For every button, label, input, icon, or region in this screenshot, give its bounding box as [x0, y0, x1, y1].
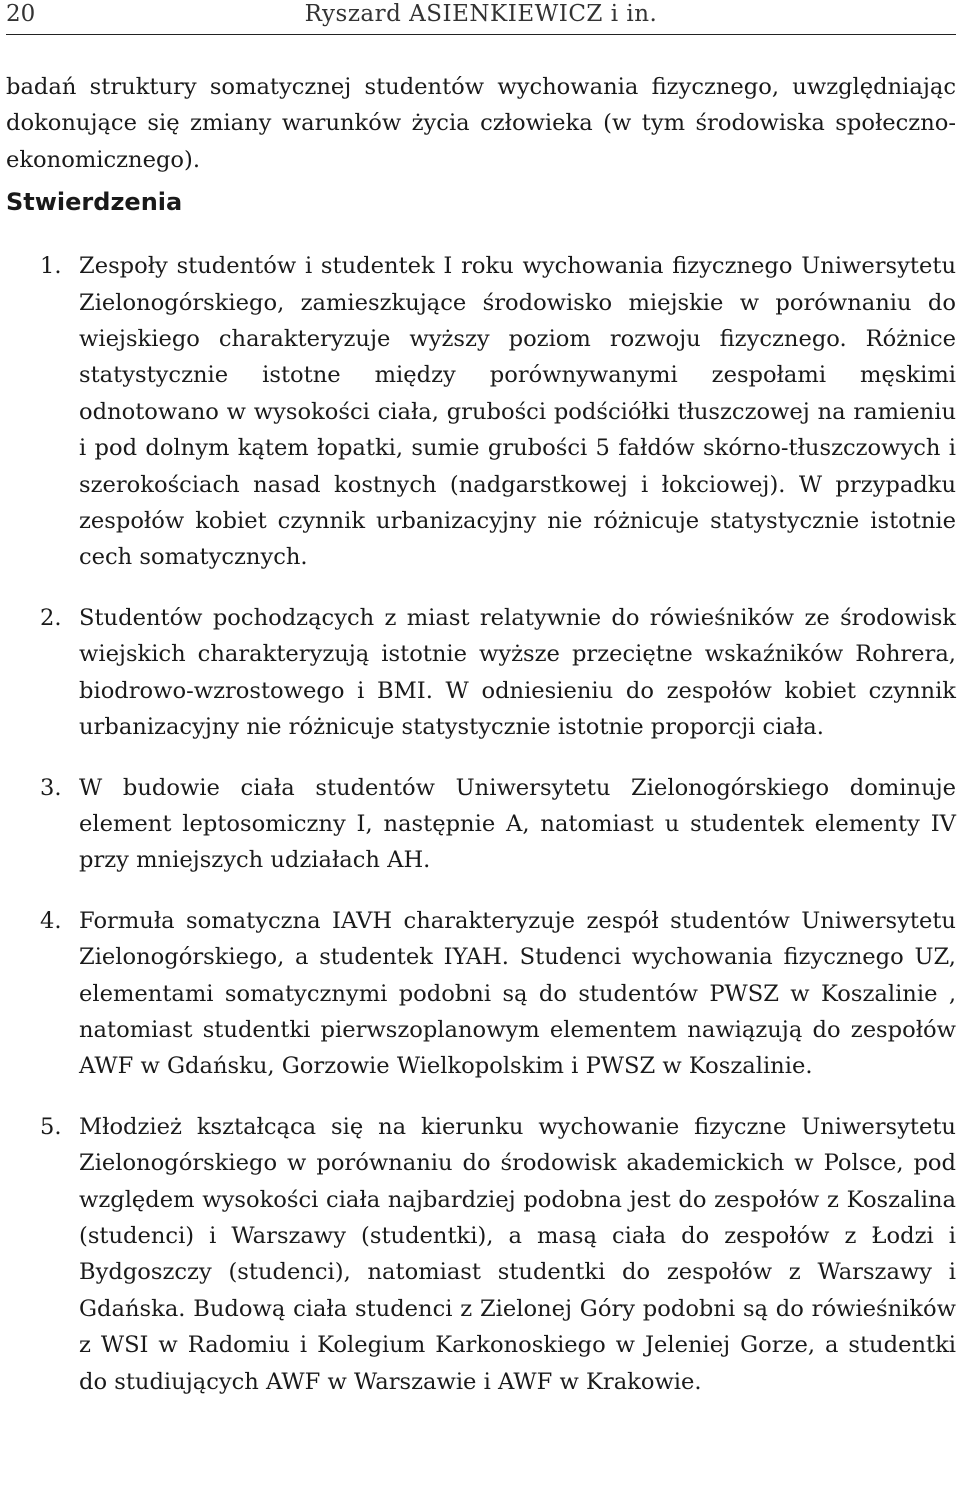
- item-text: Zespoły studentów i studentek I roku wychowania fizycznego Uniwersytetu Zielonogórskiego, zamieszkujące środowisko miejskie w porównaniu do wiejskiego charakteryzuje wyższy poziom rozwoju fizycznego. Różnice statystycznie istotne między porównywanymi zespołami męskimi odnotowano w wysokości ciała, grubości podściółki tłuszczowej na ramieniu i pod dolnym kątem łopatki, sumie grubości 5 fałdów skórno-tłuszczowych i szerokościach nasad kostnych (nadgarstkowej i łokciowej). W przypadku zespołów kobiet czynnik urbanizacyjny nie różnicuje statystycznie istotnie cech somatycznych.: [79, 253, 956, 571]
- section-heading: Stwierdzenia: [6, 188, 183, 217]
- running-title: Ryszard ASIENKIEWICZ i in.: [304, 1, 658, 27]
- list-item: [6, 1109, 956, 1400]
- item-number: 5.: [40, 1113, 62, 1140]
- item-number: 4.: [40, 907, 62, 934]
- list-item: [6, 248, 956, 576]
- document-page: [6, 0, 956, 1400]
- list-item: [6, 600, 956, 746]
- item-text: Studentów pochodzących z miast relatywnie do rówieśników ze środowisk wiejskich charakteryzują istotnie wyższe przeciętne wskaźników Rohrera, biodrowo-wzrostowego i BMI. W odniesieniu do zespołów kobiet czynnik urbanizacyjny nie różnicuje statystycznie istotnie proporcji ciała.: [79, 604, 956, 741]
- item-number: 1.: [40, 253, 62, 280]
- page-number: 20: [6, 1, 36, 27]
- document-body: [6, 69, 956, 1400]
- intro-paragraph: badań struktury somatycznej studentów wychowania fizycznego, uwzględniając dokonujące się zmiany warunków życia człowieka (w tym środowiska społeczno-ekonomicznego).: [6, 74, 956, 173]
- running-header: [6, 0, 956, 35]
- item-number: 3.: [40, 774, 62, 801]
- list-item: [6, 770, 956, 879]
- item-number: 2.: [40, 604, 62, 631]
- list-item: [6, 903, 956, 1085]
- item-text: Młodzież kształcąca się na kierunku wychowanie fizyczne Uniwersytetu Zielonogórskiego w porównaniu do środowisk akademickich w Polsce, pod względem wysokości ciała najbardziej podobna jest do zespołów z Koszalina (studenci) i Warszawy (studentki), a masą ciała do zespołów z Łodzi i Bydgoszczy (studenci), natomiast studentki do zespołów z Warszawy i Gdańska. Budową ciała studenci z Zielonej Góry podobni są do rówieśników z WSI w Radomiu i Kolegium Karkonoskiego w Jeleniej Gorze, a studentki do studiujących AWF w Warszawie i AWF w Krakowie.: [79, 1113, 956, 1395]
- item-text: W budowie ciała studentów Uniwersytetu Zielonogórskiego dominuje element leptosomiczny I, następnie A, natomiast u studentek elementy IV przy mniejszych udziałach AH.: [79, 774, 956, 874]
- item-text: Formuła somatyczna IAVH charakteryzuje zespół studentów Uniwersytetu Zielonogórskiego, a studentek IYAH. Studenci wychowania fizycznego UZ, elementami somatycznymi podobni są do studentów PWSZ w Koszalinie , natomiast studentki pierwszoplanowym elementem nawiązują do zespołów AWF w Gdańsku, Gorzowie Wielkopolskim i PWSZ w Koszalinie.: [79, 907, 956, 1080]
- conclusions-list: [6, 248, 956, 1400]
